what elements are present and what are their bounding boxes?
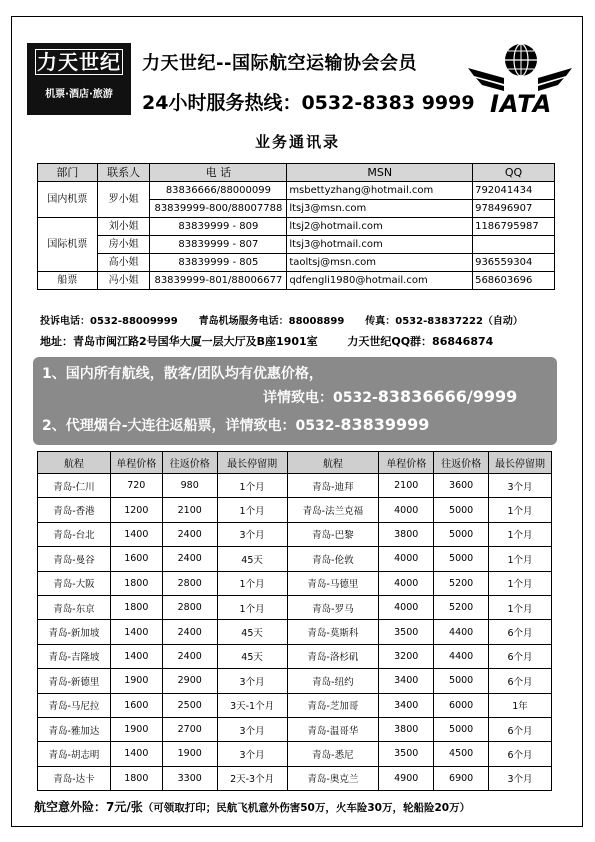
route-cell: 青岛-纽约	[287, 669, 379, 693]
contacts-header-row	[38, 164, 555, 182]
iata-logo	[464, 38, 576, 122]
route-cell: 青岛-吉隆坡	[38, 644, 111, 668]
route-cell: 青岛-伦敦	[287, 547, 379, 571]
promo-line-3-label: 2、代理烟台-大连往返船票，详情致电：0532-	[42, 418, 341, 434]
fares-header-cell: 航程	[38, 452, 111, 474]
fare-cell: 1个月	[217, 571, 287, 595]
fare-cell: 1400	[110, 644, 162, 668]
fare-cell: 2700	[162, 717, 217, 741]
fare-cell: 980	[162, 474, 217, 498]
promo-line-3	[42, 415, 429, 435]
fare-cell: 1800	[110, 571, 162, 595]
fare-cell: 1900	[162, 742, 217, 766]
fare-cell: 2400	[162, 620, 217, 644]
contact-name: 罗小姐	[97, 182, 150, 218]
fare-cell: 1个月	[489, 522, 552, 546]
fare-cell: 5000	[434, 717, 489, 741]
promo-line-1: 1、国内所有航线，散客/团队均有优惠价格，	[42, 366, 323, 382]
fares-header-cell: 单程价格	[110, 452, 162, 474]
fare-row	[38, 742, 552, 766]
fare-cell: 4000	[379, 547, 434, 571]
fare-cell: 1个月	[489, 498, 552, 522]
qq-cell: 568603696	[473, 272, 555, 290]
contacts-header-cell: 联系人	[97, 164, 150, 182]
qq-cell: 792041434	[473, 182, 555, 200]
route-cell: 青岛-新德里	[38, 669, 111, 693]
phone-cell: 83839999 - 807	[150, 236, 287, 254]
iata-text: IATA	[490, 90, 553, 118]
phone-cell: 83836666/88000099	[150, 182, 287, 200]
fare-cell: 1600	[110, 547, 162, 571]
fare-cell: 1900	[110, 669, 162, 693]
fare-cell: 3500	[379, 742, 434, 766]
globe-icon	[464, 38, 576, 98]
contacts-row	[38, 272, 555, 290]
dept-cell: 船票	[38, 272, 98, 290]
fare-cell: 1个月	[489, 595, 552, 619]
fare-cell: 1400	[110, 742, 162, 766]
fare-cell: 5000	[434, 547, 489, 571]
fare-row	[38, 522, 552, 546]
contacts-header-cell: QQ	[473, 164, 555, 182]
fare-cell: 6个月	[489, 669, 552, 693]
phone-cell: 83839999 - 809	[150, 218, 287, 236]
fare-cell: 1900	[110, 717, 162, 741]
fare-cell: 2800	[162, 595, 217, 619]
fare-cell: 1个月	[489, 547, 552, 571]
contacts-header-cell: 部门	[38, 164, 98, 182]
logo-tagline: 机票·酒店·旅游	[45, 89, 113, 100]
fare-cell: 3个月	[489, 766, 552, 790]
fare-cell: 3600	[434, 474, 489, 498]
fare-cell: 6个月	[489, 620, 552, 644]
route-cell: 青岛-达卡	[38, 766, 111, 790]
route-cell: 青岛-新加坡	[38, 620, 111, 644]
fares-header-cell: 往返价格	[162, 452, 217, 474]
fare-cell: 5000	[434, 498, 489, 522]
fare-row	[38, 644, 552, 668]
fare-cell: 3个月	[217, 669, 287, 693]
promo-line-2-number: 83836666/9999	[377, 387, 518, 406]
fare-cell: 3300	[162, 766, 217, 790]
contact-name: 高小姐	[97, 254, 150, 272]
fare-cell: 3400	[379, 669, 434, 693]
msn-cell: ltsj2@hotmail.com	[287, 218, 473, 236]
fare-cell: 6个月	[489, 742, 552, 766]
contact-name: 刘小姐	[97, 218, 150, 236]
fare-cell: 3个月	[489, 474, 552, 498]
fare-cell: 1200	[110, 498, 162, 522]
phone-cell: 83839999-800/88007788	[150, 200, 287, 218]
route-cell: 青岛-莫斯科	[287, 620, 379, 644]
fare-cell: 6个月	[489, 717, 552, 741]
fare-row	[38, 766, 552, 790]
header-hotline: 24小时服务热线：0532-8383 9999	[142, 92, 475, 114]
promo-line-3-number: 83839999	[340, 415, 430, 434]
qq-cell: 1186795987	[473, 218, 555, 236]
msn-cell: ltsj3@hotmail.com	[287, 236, 473, 254]
fare-cell: 4500	[434, 742, 489, 766]
dept-cell: 国内机票	[38, 182, 98, 218]
fare-row	[38, 620, 552, 644]
contact-name: 房小姐	[97, 236, 150, 254]
fares-header-cell: 最长停留期	[489, 452, 552, 474]
route-cell: 青岛-悉尼	[287, 742, 379, 766]
fare-cell: 4400	[434, 644, 489, 668]
fare-row	[38, 717, 552, 741]
route-cell: 青岛-芝加哥	[287, 693, 379, 717]
promo-banner	[33, 357, 557, 445]
fares-header-cell: 往返价格	[434, 452, 489, 474]
fare-cell: 1400	[110, 522, 162, 546]
route-cell: 青岛-温哥华	[287, 717, 379, 741]
insurance-detail: （可领取打印；民航飞机意外伤害50万，火车险30万，轮船险20万）	[142, 802, 471, 814]
fares-header-row	[38, 452, 552, 474]
contacts-header-cell: MSN	[287, 164, 473, 182]
fares-header-cell: 单程价格	[379, 452, 434, 474]
qq-cell: 936559304	[473, 254, 555, 272]
fare-cell: 3400	[379, 693, 434, 717]
fare-cell: 1800	[110, 595, 162, 619]
contacts-row	[38, 182, 555, 200]
route-cell: 青岛-马尼拉	[38, 693, 111, 717]
fare-cell: 3天-1个月	[217, 693, 287, 717]
header-membership: 力天世纪--国际航空运输协会会员	[142, 53, 417, 74]
fare-row	[38, 474, 552, 498]
fare-cell: 1800	[110, 766, 162, 790]
fare-cell: 45天	[217, 620, 287, 644]
fare-cell: 6900	[434, 766, 489, 790]
route-cell: 青岛-法兰克福	[287, 498, 379, 522]
fare-cell: 4400	[434, 620, 489, 644]
insurance-note	[34, 798, 470, 815]
fare-cell: 3200	[379, 644, 434, 668]
fares-header-cell: 最长停留期	[217, 452, 287, 474]
fare-cell: 1400	[110, 620, 162, 644]
fare-cell: 3个月	[217, 717, 287, 741]
qq-group: 力天世纪QQ群：86846874	[347, 335, 494, 348]
fax-number: 传真：0532-83837222（自动）	[365, 316, 523, 327]
info-address-line	[40, 333, 493, 349]
fare-cell: 1个月	[217, 498, 287, 522]
fare-cell: 4000	[379, 571, 434, 595]
fare-row	[38, 498, 552, 522]
route-cell: 青岛-仁川	[38, 474, 111, 498]
fares-body	[38, 474, 552, 791]
route-cell: 青岛-洛杉矶	[287, 644, 379, 668]
fare-cell: 720	[110, 474, 162, 498]
route-cell: 青岛-大阪	[38, 571, 111, 595]
airport-phone: 青岛机场服务电话：88008899	[198, 316, 345, 327]
contacts-row	[38, 236, 555, 254]
fare-cell: 5200	[434, 571, 489, 595]
fare-cell: 2400	[162, 547, 217, 571]
contacts-header-cell: 电 话	[150, 164, 287, 182]
route-cell: 青岛-马德里	[287, 571, 379, 595]
address: 地址：青岛市闽江路2号国华大厦一层大厅及B座1901室	[40, 335, 318, 348]
contacts-row	[38, 254, 555, 272]
logo-name: 力天世纪	[37, 50, 121, 74]
qq-cell	[473, 236, 555, 254]
fare-row	[38, 595, 552, 619]
qq-cell: 978496907	[473, 200, 555, 218]
contact-name: 冯小姐	[97, 272, 150, 290]
fare-cell: 3个月	[217, 742, 287, 766]
route-cell: 青岛-胡志明	[38, 742, 111, 766]
fare-cell: 1年	[489, 693, 552, 717]
promo-line-2-label: 详情致电：0532-	[263, 390, 378, 406]
fare-cell: 2500	[162, 693, 217, 717]
fare-cell: 6个月	[489, 644, 552, 668]
route-cell: 青岛-雅加达	[38, 717, 111, 741]
fare-cell: 4900	[379, 766, 434, 790]
route-cell: 青岛-台北	[38, 522, 111, 546]
route-cell: 青岛-香港	[38, 498, 111, 522]
fare-cell: 45天	[217, 644, 287, 668]
page-title: 业务通讯录	[254, 133, 340, 151]
fare-cell: 1个月	[217, 595, 287, 619]
info-phones-line	[40, 312, 523, 327]
phone-cell: 83839999-801/88006677	[150, 272, 287, 290]
fare-row	[38, 547, 552, 571]
msn-cell: msbettyzhang@hotmail.com	[287, 182, 473, 200]
complaint-phone: 投诉电话：0532-88009999	[40, 316, 178, 327]
fare-cell: 2100	[379, 474, 434, 498]
route-cell: 青岛-罗马	[287, 595, 379, 619]
fare-cell: 2100	[162, 498, 217, 522]
fare-cell: 1600	[110, 693, 162, 717]
fare-cell: 2天-3个月	[217, 766, 287, 790]
fare-cell: 4000	[379, 498, 434, 522]
fare-cell: 5000	[434, 522, 489, 546]
fare-cell: 2900	[162, 669, 217, 693]
fare-cell: 45天	[217, 547, 287, 571]
fare-cell: 3个月	[217, 522, 287, 546]
msn-cell: ltsj3@msn.com	[287, 200, 473, 218]
fare-cell: 5000	[434, 669, 489, 693]
promo-line-2	[263, 387, 517, 407]
contacts-table	[37, 163, 555, 290]
route-cell: 青岛-曼谷	[38, 547, 111, 571]
fare-cell: 3500	[379, 620, 434, 644]
route-cell: 青岛-东京	[38, 595, 111, 619]
fares-table	[37, 451, 552, 791]
fare-cell: 2800	[162, 571, 217, 595]
insurance-price: 航空意外险：7元/张	[34, 800, 143, 814]
fare-row	[38, 571, 552, 595]
msn-cell: qdfengli1980@hotmail.com	[287, 272, 473, 290]
route-cell: 青岛-迪拜	[287, 474, 379, 498]
fare-cell: 1个月	[217, 474, 287, 498]
fare-cell: 1个月	[489, 571, 552, 595]
route-cell: 青岛-奥克兰	[287, 766, 379, 790]
fare-cell: 4000	[379, 595, 434, 619]
fare-cell: 2400	[162, 522, 217, 546]
msn-cell: taoltsj@msn.com	[287, 254, 473, 272]
fare-cell: 6000	[434, 693, 489, 717]
fare-row	[38, 693, 552, 717]
fare-cell: 2400	[162, 644, 217, 668]
company-logo	[27, 43, 131, 115]
fare-row	[38, 669, 552, 693]
fares-header-cell: 航程	[287, 452, 379, 474]
contacts-row	[38, 218, 555, 236]
dept-cell: 国际机票	[38, 218, 98, 272]
fare-cell: 3800	[379, 522, 434, 546]
fare-cell: 5200	[434, 595, 489, 619]
phone-cell: 83839999 - 805	[150, 254, 287, 272]
route-cell: 青岛-巴黎	[287, 522, 379, 546]
fare-cell: 3800	[379, 717, 434, 741]
